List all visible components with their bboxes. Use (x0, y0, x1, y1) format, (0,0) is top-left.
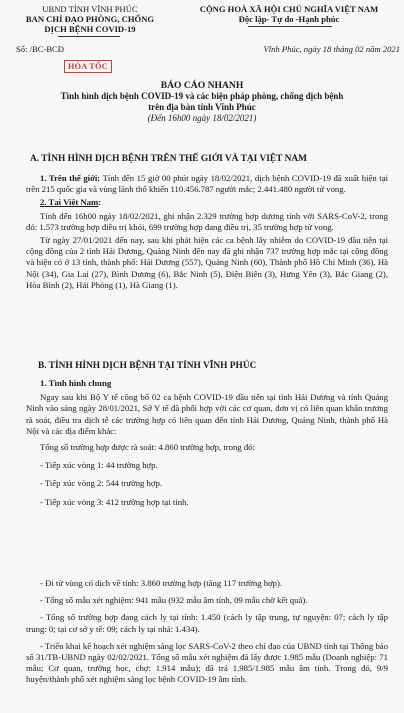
country-line2: Độc lập- Tự do -Hạnh phúc (238, 14, 340, 24)
title-line2: Tình hình dịch bệnh COVID-19 và các biện pháp phòng, chống dịch bệnh (60, 91, 344, 101)
urgent-stamp: HỎA TỐC (64, 60, 112, 73)
world-label: 1. Trên thế giới: (40, 173, 101, 183)
title-line1: BÁO CÁO NHANH (160, 80, 244, 91)
contact-round-2: - Tiếp xúc vòng 2: 544 trường hợp. (40, 478, 163, 489)
section-b-paragraph-1: Ngay sau khi Bộ Y tế công bố 02 ca bệnh COVID-19 đầu tiên tại tỉnh Hải Dương và tỉnh Quảng Ninh vào sáng ngày 28/01/2021, Sở Y tế đã phối hợp với các cơ quan, đơn vị có liên quan khẩn trương rà soát, điều tra dịch tễ các trường hợp có liên quan đến tỉnh Hải Dương, Quảng Ninh, thành phố Hà Nội và các địa điểm khác: (26, 392, 388, 436)
title-line3: trên địa bàn tỉnh Vĩnh Phúc (148, 102, 256, 112)
agency-line1: UBND TỈNH VĨNH PHÚC (42, 4, 138, 14)
section-b-sub1: 1. Tình hình chung (40, 378, 112, 388)
test-samples: - Tổng số mẫu xét nghiệm: 941 mẫu (932 mẫu âm tính, 09 mẫu chờ kết quả). (40, 595, 308, 606)
title-line4: (Đến 16h00 ngày 18/02/2021) (147, 113, 257, 123)
country-underline (248, 26, 332, 27)
travel-cases: - Đi từ vùng có dịch về tỉnh: 3.860 trường hợp (tăng 117 trường hợp). (40, 578, 283, 588)
report-title (20, 80, 384, 124)
country-line1: CỘNG HOÀ XÃ HỘI CHỦ NGHĨA VIỆT NAM (199, 4, 379, 14)
isolation-cases: - Tổng số trường hợp đang cách ly tại tỉnh: 1.450 (cách ly tập trung, tự nguyện: 07; cách ly tập trung: 0; tại cơ sở y tế: 09; cách ly tại nhà: 1.434). (26, 612, 388, 634)
contact-round-1: - Tiếp xúc vòng 1: 44 trường hợp. (40, 460, 158, 471)
vn-heading (26, 197, 388, 208)
section-a-heading: A. TÌNH HÌNH DỊCH BỆNH TRÊN THẾ GIỚI VÀ TẠI VIỆT NAM (30, 154, 307, 164)
section-b-heading: B. TÌNH HÌNH DỊCH BỆNH TẠI TỈNH VĨNH PHÚC (38, 361, 257, 371)
agency-line2: BAN CHỈ ĐẠO PHÒNG, CHỐNG (25, 14, 155, 24)
world-paragraph (26, 173, 388, 195)
section-b-body (26, 378, 388, 508)
section-a-body (26, 173, 388, 291)
country-header (178, 4, 400, 24)
agency-line3: DỊCH BỆNH COVID-19 (44, 24, 136, 34)
doc-number: Số: /BC-BCĐ (16, 44, 64, 54)
agency-underline (58, 36, 120, 37)
vn-colon: : (98, 197, 102, 208)
section-b-body-continued (26, 578, 388, 686)
world-text: Tính đến 15 giờ 00 phút ngày 18/02/2021, dịch bệnh COVID-19 đã xuất hiện tại trên 215 quốc gia và vùng lãnh thổ khiến 110.456.787 người mắc; 2.441.480 người tử vong. (26, 173, 388, 195)
vn-paragraph-1: Tính đến 16h00 ngày 18/02/2021, ghi nhận 2.329 trường hợp dương tính với SARS-CoV-2, trong đó: 1.573 trường hợp điều trị khỏi, 699 trường hợp đang điều trị, 35 trường hợp tử vong. (26, 210, 388, 232)
contact-round-3: - Tiếp xúc vòng 3: 412 trường hợp tại tỉnh. (40, 496, 189, 507)
agency-header (10, 4, 170, 34)
vn-paragraph-2: Từ ngày 27/01/2021 đến nay, sau khi phát hiện các ca bệnh lây nhiễm do COVID-19 đầu tiên tại cộng đồng của 2 tỉnh Hải Dương, Quảng Ninh đến nay đã ghi nhận 737 trường hợp mắc tại cộng đồng và hiện có ở 13 tỉnh, thành phố: Hải Dương (557), Quảng Ninh (60), Thành phố Hồ Chí Minh (36), Hà Nội (34), Gia Lai (27), Bình Dương (6), Bắc Ninh (5), Điện Biên (3), Hưng Yên (3), Bắc Giang (2), Hòa Bình (2), Hải Phòng (1), Hà Giang (1). (26, 235, 388, 290)
vn-label: 2. Tại Việt Nam (40, 197, 99, 208)
screening-plan: - Triển khai kế hoạch xét nghiệm sàng lọc SARS-CoV-2 theo chỉ đạo của UBND tỉnh tại Thông báo số 31/TB-UBND ngày 02/02/2021. Tổng số mẫu xét nghiệm đã lấy được 1.985 mẫu (Doanh nghiệp: 71 mẫu; Cơ quan, trường học, chợ: 1.914 mẫu); đã trả 1.985/1.985 mẫu âm tính. Trong đó, 9/9 huyện/thành phố xét nghiệm sàng lọc bệnh COVID-19 âm tính. (26, 640, 388, 685)
place-date: Vĩnh Phúc, ngày 18 tháng 02 năm 2021 (263, 44, 400, 54)
section-b-paragraph-2: Tổng số trường hợp được rà soát: 4.860 trường hợp, trong đó: (40, 442, 255, 453)
